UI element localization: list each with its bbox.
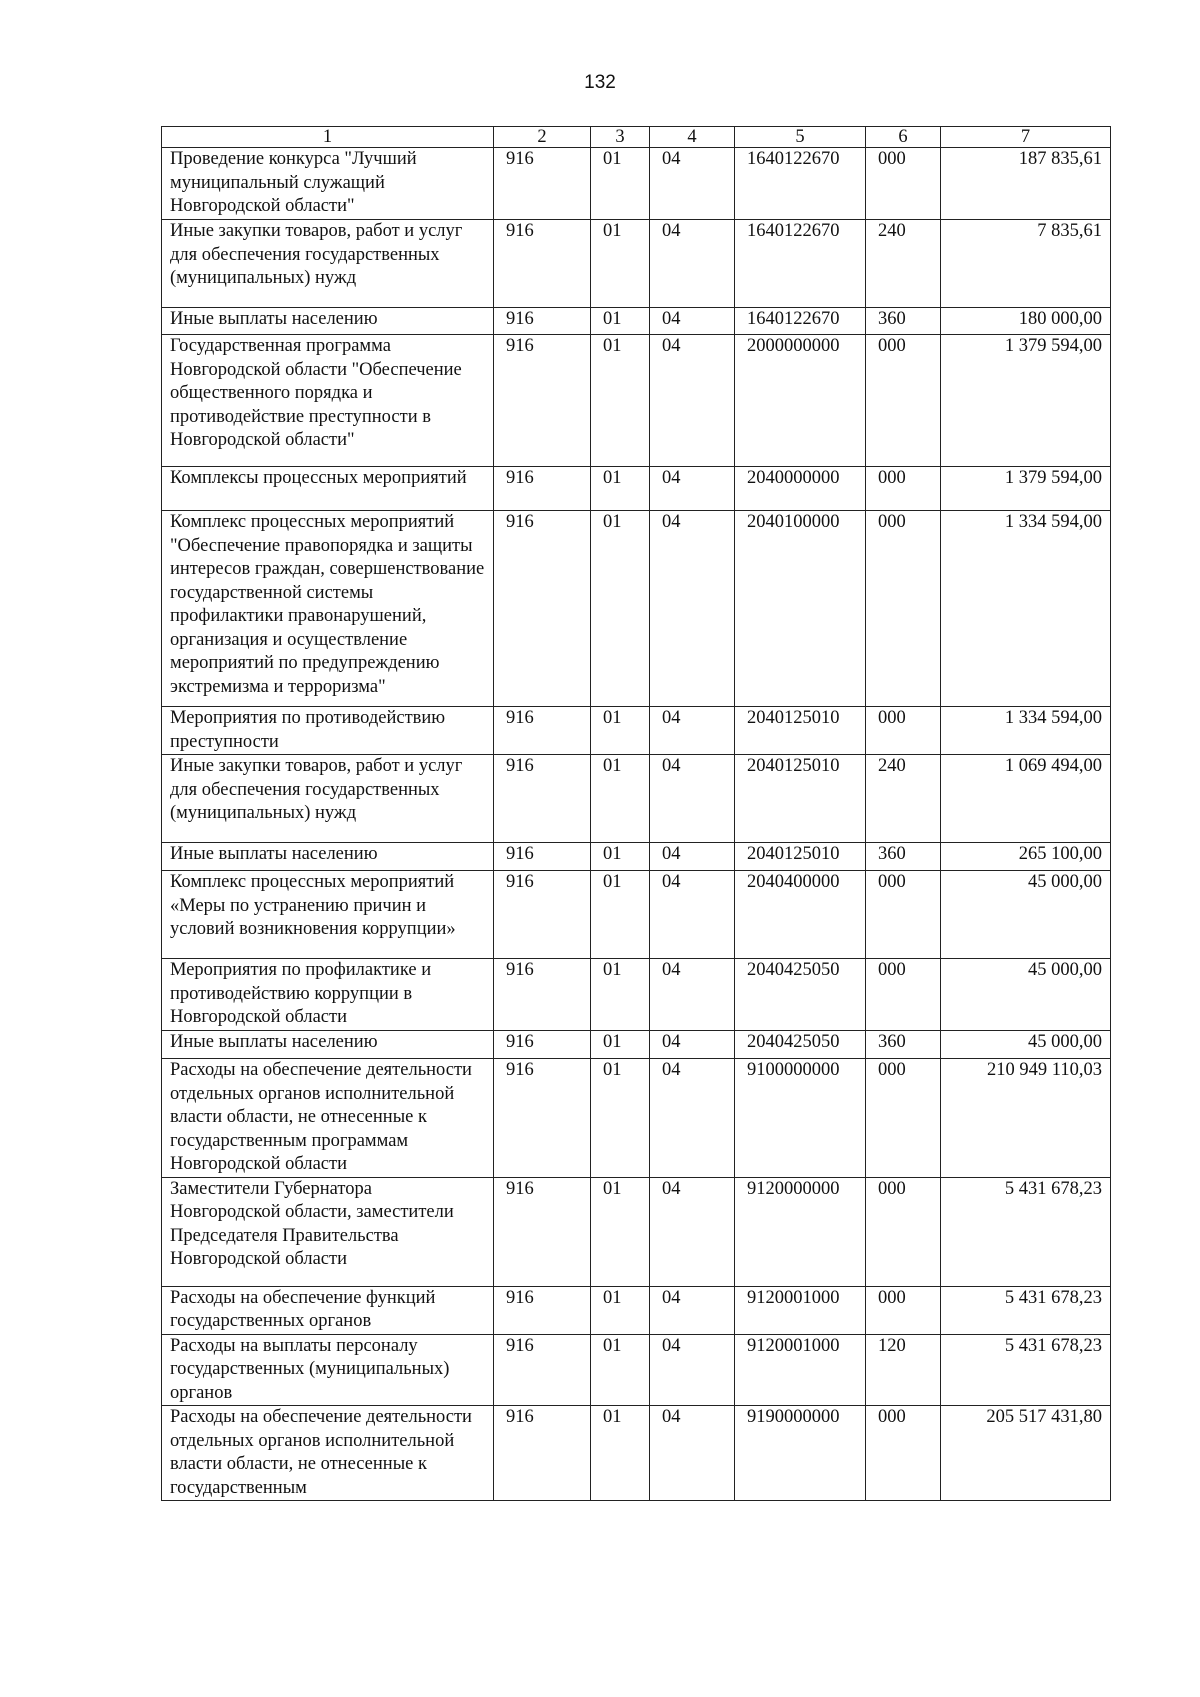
row-amount-cell: 5 431 678,23 [941, 1334, 1111, 1406]
row-col6-cell: 360 [866, 1031, 941, 1059]
row-col3-cell: 01 [591, 220, 650, 308]
row-col4-cell: 04 [650, 871, 735, 959]
row-amount-cell: 7 835,61 [941, 220, 1111, 308]
table-row [162, 707, 1111, 755]
row-col5-cell: 2040000000 [735, 467, 866, 511]
row-col4-cell: 04 [650, 843, 735, 871]
row-amount-cell: 5 431 678,23 [941, 1177, 1111, 1286]
row-col6-cell: 000 [866, 1059, 941, 1178]
row-col4-cell: 04 [650, 308, 735, 335]
row-name-cell: Комплекс процессных мероприятий "Обеспечение правопорядка и защиты интересов граждан, совершенствование государственной системы профилактики правонарушений, организация и осуществление мероприятий по предупреждению экстремизма и терроризма" [162, 511, 494, 707]
row-name-cell: Заместители Губернатора Новгородской области, заместители Председателя Правительства Новгородской области [162, 1177, 494, 1286]
table-row [162, 871, 1111, 959]
row-name-cell: Проведение конкурса "Лучший муниципальный служащий Новгородской области" [162, 148, 494, 220]
table-row [162, 843, 1111, 871]
row-col2-cell: 916 [494, 1334, 591, 1406]
header-cell: 6 [866, 127, 941, 148]
row-amount-cell: 1 334 594,00 [941, 707, 1111, 755]
row-col3-cell: 01 [591, 707, 650, 755]
row-name-cell: Мероприятия по противодействию преступности [162, 707, 494, 755]
row-col6-cell: 000 [866, 871, 941, 959]
row-col4-cell: 04 [650, 1406, 735, 1501]
row-col6-cell: 000 [866, 335, 941, 467]
row-col3-cell: 01 [591, 871, 650, 959]
table-row [162, 1059, 1111, 1178]
row-col5-cell: 2040425050 [735, 1031, 866, 1059]
row-col6-cell: 000 [866, 511, 941, 707]
table-row [162, 1031, 1111, 1059]
header-cell: 4 [650, 127, 735, 148]
row-col2-cell: 916 [494, 755, 591, 843]
row-amount-cell: 5 431 678,23 [941, 1286, 1111, 1334]
row-col3-cell: 01 [591, 467, 650, 511]
budget-table-body [162, 127, 1111, 1501]
row-col4-cell: 04 [650, 467, 735, 511]
table-row [162, 1334, 1111, 1406]
table-row [162, 1177, 1111, 1286]
row-amount-cell: 187 835,61 [941, 148, 1111, 220]
row-col3-cell: 01 [591, 148, 650, 220]
row-col4-cell: 04 [650, 707, 735, 755]
row-name-cell: Комплекс процессных мероприятий «Меры по устранению причин и условий возникновения коррупции» [162, 871, 494, 959]
table-row [162, 148, 1111, 220]
row-col6-cell: 000 [866, 148, 941, 220]
row-col6-cell: 360 [866, 843, 941, 871]
row-col6-cell: 000 [866, 959, 941, 1031]
row-col4-cell: 04 [650, 148, 735, 220]
row-amount-cell: 45 000,00 [941, 959, 1111, 1031]
table-row [162, 335, 1111, 467]
table-row [162, 755, 1111, 843]
row-col5-cell: 2040125010 [735, 707, 866, 755]
row-name-cell: Иные выплаты населению [162, 308, 494, 335]
row-col3-cell: 01 [591, 1406, 650, 1501]
table-row [162, 220, 1111, 308]
row-col5-cell: 2040125010 [735, 843, 866, 871]
row-col3-cell: 01 [591, 1031, 650, 1059]
row-col2-cell: 916 [494, 959, 591, 1031]
row-col5-cell: 2040400000 [735, 871, 866, 959]
row-col5-cell: 9120001000 [735, 1286, 866, 1334]
row-name-cell: Государственная программа Новгородской области "Обеспечение общественного порядка и противодействие преступности в Новгородской области" [162, 335, 494, 467]
row-col5-cell: 9100000000 [735, 1059, 866, 1178]
header-cell: 7 [941, 127, 1111, 148]
row-col6-cell: 000 [866, 1177, 941, 1286]
row-amount-cell: 1 379 594,00 [941, 335, 1111, 467]
row-col2-cell: 916 [494, 467, 591, 511]
row-name-cell: Мероприятия по профилактике и противодействию коррупции в Новгородской области [162, 959, 494, 1031]
row-name-cell: Расходы на обеспечение деятельности отдельных органов исполнительной власти области, не отнесенные к государственным [162, 1406, 494, 1501]
row-col2-cell: 916 [494, 335, 591, 467]
header-cell: 1 [162, 127, 494, 148]
row-col2-cell: 916 [494, 1286, 591, 1334]
header-cell: 5 [735, 127, 866, 148]
row-col4-cell: 04 [650, 1177, 735, 1286]
row-col3-cell: 01 [591, 335, 650, 467]
row-col5-cell: 2000000000 [735, 335, 866, 467]
row-name-cell: Иные закупки товаров, работ и услуг для обеспечения государственных (муниципальных) нужд [162, 755, 494, 843]
row-amount-cell: 1 069 494,00 [941, 755, 1111, 843]
table-row [162, 959, 1111, 1031]
row-col6-cell: 000 [866, 467, 941, 511]
row-col4-cell: 04 [650, 755, 735, 843]
row-col2-cell: 916 [494, 1059, 591, 1178]
row-col4-cell: 04 [650, 1031, 735, 1059]
header-cell: 3 [591, 127, 650, 148]
row-col3-cell: 01 [591, 308, 650, 335]
row-col5-cell: 1640122670 [735, 308, 866, 335]
row-amount-cell: 1 379 594,00 [941, 467, 1111, 511]
header-row [162, 127, 1111, 148]
row-amount-cell: 265 100,00 [941, 843, 1111, 871]
row-col6-cell: 120 [866, 1334, 941, 1406]
table-row [162, 1286, 1111, 1334]
row-col3-cell: 01 [591, 1059, 650, 1178]
row-col5-cell: 1640122670 [735, 148, 866, 220]
page-number: 132 [584, 72, 616, 93]
row-col2-cell: 916 [494, 1406, 591, 1501]
row-col4-cell: 04 [650, 220, 735, 308]
row-col4-cell: 04 [650, 959, 735, 1031]
row-col5-cell: 9190000000 [735, 1406, 866, 1501]
row-col3-cell: 01 [591, 1177, 650, 1286]
row-amount-cell: 45 000,00 [941, 871, 1111, 959]
row-col5-cell: 9120001000 [735, 1334, 866, 1406]
row-col3-cell: 01 [591, 1334, 650, 1406]
row-col3-cell: 01 [591, 511, 650, 707]
row-col5-cell: 9120000000 [735, 1177, 866, 1286]
row-col2-cell: 916 [494, 220, 591, 308]
row-col5-cell: 1640122670 [735, 220, 866, 308]
row-col4-cell: 04 [650, 1334, 735, 1406]
row-amount-cell: 1 334 594,00 [941, 511, 1111, 707]
row-col6-cell: 000 [866, 707, 941, 755]
header-cell: 2 [494, 127, 591, 148]
row-col3-cell: 01 [591, 1286, 650, 1334]
row-col3-cell: 01 [591, 755, 650, 843]
row-col6-cell: 360 [866, 308, 941, 335]
row-col3-cell: 01 [591, 843, 650, 871]
row-col5-cell: 2040425050 [735, 959, 866, 1031]
row-col2-cell: 916 [494, 1177, 591, 1286]
row-name-cell: Расходы на обеспечение деятельности отдельных органов исполнительной власти области, не отнесенные к государственным программам Новгородской области [162, 1059, 494, 1178]
row-col6-cell: 240 [866, 220, 941, 308]
budget-table [161, 126, 1111, 1501]
row-col2-cell: 916 [494, 1031, 591, 1059]
row-amount-cell: 205 517 431,80 [941, 1406, 1111, 1501]
row-col2-cell: 916 [494, 511, 591, 707]
row-col4-cell: 04 [650, 1286, 735, 1334]
table-row [162, 467, 1111, 511]
row-col2-cell: 916 [494, 148, 591, 220]
row-name-cell: Расходы на выплаты персоналу государственных (муниципальных) органов [162, 1334, 494, 1406]
row-col2-cell: 916 [494, 308, 591, 335]
row-name-cell: Комплексы процессных мероприятий [162, 467, 494, 511]
row-name-cell: Иные выплаты населению [162, 1031, 494, 1059]
row-col5-cell: 2040125010 [735, 755, 866, 843]
row-col6-cell: 240 [866, 755, 941, 843]
row-col6-cell: 000 [866, 1406, 941, 1501]
row-name-cell: Расходы на обеспечение функций государственных органов [162, 1286, 494, 1334]
row-name-cell: Иные закупки товаров, работ и услуг для обеспечения государственных (муниципальных) нужд [162, 220, 494, 308]
row-col4-cell: 04 [650, 511, 735, 707]
row-col5-cell: 2040100000 [735, 511, 866, 707]
table-row [162, 308, 1111, 335]
row-col2-cell: 916 [494, 871, 591, 959]
row-amount-cell: 210 949 110,03 [941, 1059, 1111, 1178]
row-col6-cell: 000 [866, 1286, 941, 1334]
row-amount-cell: 45 000,00 [941, 1031, 1111, 1059]
row-col3-cell: 01 [591, 959, 650, 1031]
row-col4-cell: 04 [650, 1059, 735, 1178]
row-amount-cell: 180 000,00 [941, 308, 1111, 335]
row-col4-cell: 04 [650, 335, 735, 467]
table-row [162, 1406, 1111, 1501]
row-col2-cell: 916 [494, 707, 591, 755]
table-row [162, 511, 1111, 707]
row-name-cell: Иные выплаты населению [162, 843, 494, 871]
row-col2-cell: 916 [494, 843, 591, 871]
